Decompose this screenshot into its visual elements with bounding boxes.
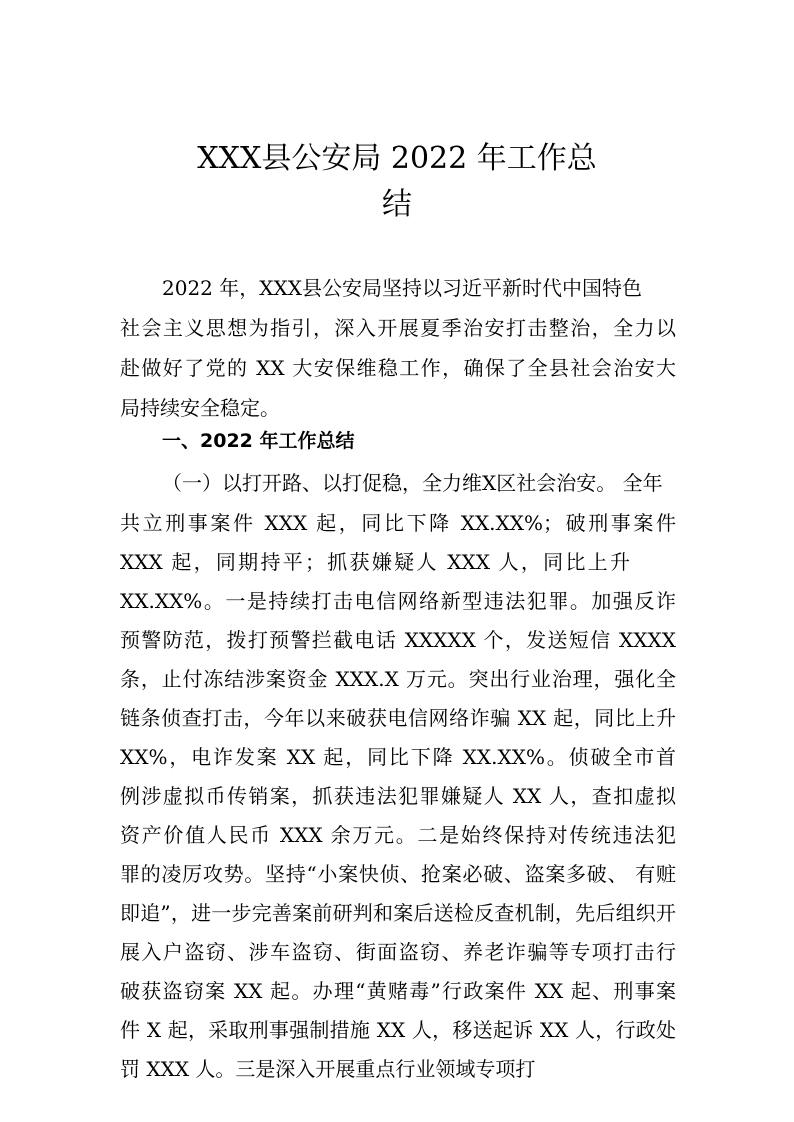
body-line-6: 条，止付冻结涉案资金 XXX.X 万元。突出行业治理，强化全 (120, 667, 676, 691)
document-title-line-2: 结 (382, 187, 412, 222)
body-line-8: XX%，电诈发案 XX 起，同比下降 XX.XX%。侦破全市首 (120, 745, 676, 769)
body-line-7: 链条侦查打击，今年以来破获电信网络诈骗 XX 起，同比上升 (120, 706, 676, 730)
document-title-line-1: XXX县公安局 2022 年工作总 (197, 141, 597, 176)
intro-line-3: 赴做好了党的 XX 大安保维稳工作，确保了全县社会治安大 (120, 356, 676, 380)
intro-line-1: 2022 年，XXX县公安局坚持以习近平新时代中国特色 (162, 276, 642, 300)
intro-line-4: 局持续安全稳定。 (120, 396, 280, 420)
body-line-3: XXX 起，同期持平；抓获嫌疑人 XXX 人，同比上升 (120, 550, 630, 574)
body-line-13: 展入户盗窃、涉车盗窃、街面盗窃、养老诈骗等专项打击行 (120, 940, 676, 964)
body-line-16: 罚 XXX 人。三是深入开展重点行业领域专项打 (120, 1057, 536, 1081)
body-line-11: 罪的凌厉攻势。坚持“小案快侦、抢案必破、盗案多破、 有赃 (120, 862, 676, 886)
body-line-5: 预警防范，拨打预警拦截电话 XXXXX 个，发送短信 XXXX (120, 628, 676, 652)
body-line-2: 共立刑事案件 XXX 起，同比下降 XX.XX%；破刑事案件 (120, 511, 676, 535)
body-line-15: 件 X 起，采取刑事强制措施 XX 人，移送起诉 XX 人，行政处 (120, 1018, 676, 1042)
body-line-14: 破获盗窃案 XX 起。办理“黄赌毒”行政案件 XX 起、刑事案 (120, 979, 676, 1003)
body-line-1: （一）以打开路、以打促稳，全力维X区社会治安。 全年 (162, 471, 663, 495)
section-heading: 一、2022 年工作总结 (162, 430, 355, 452)
body-line-4: XX.XX%。一是持续打击电信网络新型违法犯罪。加强反诈 (120, 589, 676, 613)
body-line-10: 资产价值人民币 XXX 余万元。二是始终保持对传统违法犯 (120, 823, 676, 847)
intro-line-2: 社会主义思想为指引，深入开展夏季治安打击整治，全力以 (120, 316, 676, 340)
body-line-12: 即追”，进一步完善案前研判和案后送检反查机制，先后组织开 (120, 901, 676, 925)
body-line-9: 例涉虚拟币传销案，抓获违法犯罪嫌疑人 XX 人，查扣虚拟 (120, 784, 676, 808)
